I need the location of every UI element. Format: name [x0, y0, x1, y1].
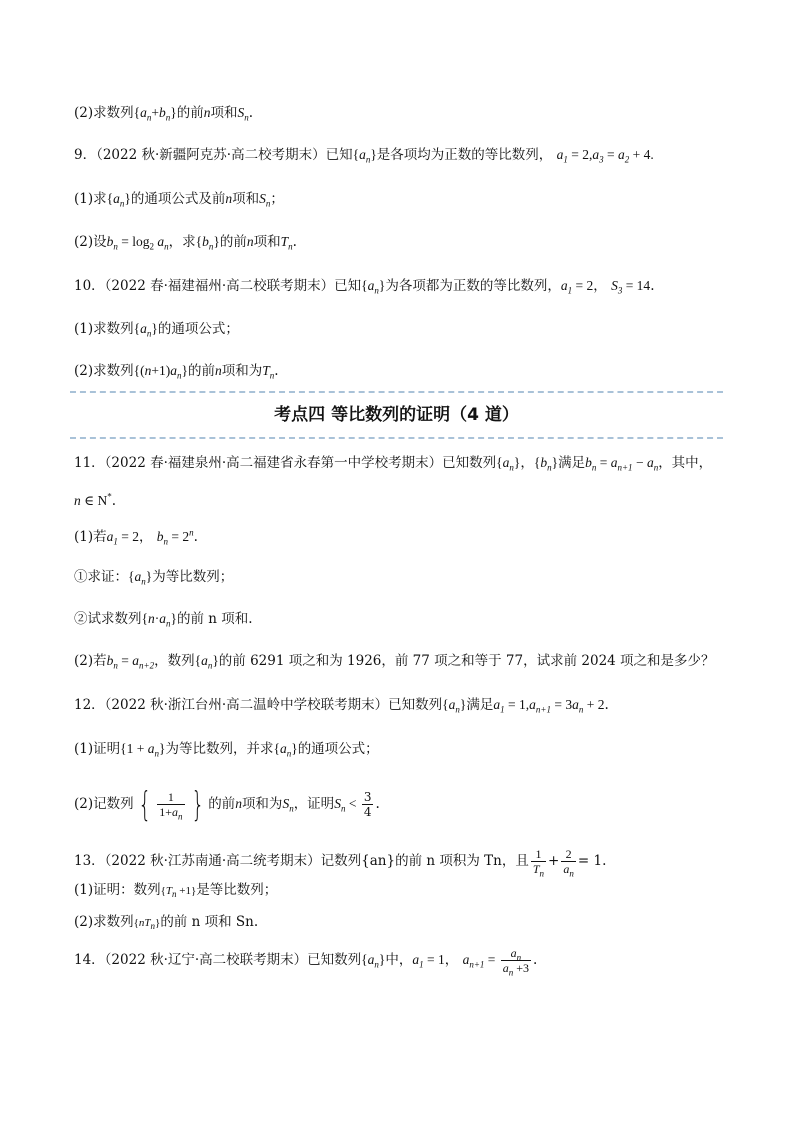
- fraction-1-over-1-plus-an: $\frac{1}{1+a_n}$: [159, 790, 183, 822]
- math-bn-log: $b_n = \log_2 a_n$: [106, 234, 169, 252]
- q12-part1: (1)证明$\{1 + a_n\}$为等比数列，并求$\{a_n\}$的通项公式；: [74, 741, 379, 759]
- q10-head: 10．（2022 春·福建福州·高二校联考期末）已知$\{a_n\}$为各项都为正数的等比数列，$a_1 = 2$， $S_3 = 14$.: [74, 278, 655, 296]
- q11-part1a: ①求证：$\{a_n\}$为等比数列；: [74, 569, 234, 587]
- fraction-an-over-an-plus-3: $\frac{a_n}{a_n +3}$: [502, 946, 530, 978]
- q11-part1: (1)若$a_1 = 2$， $b_n = 2^n$.: [74, 527, 198, 547]
- q9-part2: (2)设$b_n = \log_2 a_n$，求$\{b_n\}$的前n项和$T_n$.: [74, 234, 297, 252]
- section-divider-bottom: [70, 437, 723, 439]
- q12-head: 12．（2022 秋·浙江台州·高二温岭中学校联考期末）已知数列$\{a_n\}$满足$a_1 = 1,a_{n+1} = 3a_n + 2$.: [74, 697, 609, 715]
- q9-head: 9．（2022 秋·新疆阿克苏·高二校考期末）已知$\{a_n\}$是各项均为正数的等比数列， $a_1 = 2,a_3 = a_2 + 4$.: [74, 147, 654, 165]
- math-q9-cond: $a_1 = 2,a_3 = a_2 + 4$.: [556, 147, 654, 165]
- q13-part2: (2)求数列$\{nT_n\}$的前 n 项和 Sn.: [74, 914, 259, 932]
- q11-part2: (2)若$b_n = a_{n+2}$，数列$\{a_n\}$的前 6291 项之和为 1926，前 77 项之和等于 77，试求前 2024 项之和是多少？: [74, 653, 715, 671]
- math-seq-an-plus-bn: $\{a_n+b_n\}$: [133, 105, 177, 123]
- q10-part1: (1)求数列$\{a_n\}$的通项公式；: [74, 321, 239, 339]
- q9-part1: (1)求$\{a_n\}$的通项公式及前n项和$S_n$；: [74, 191, 284, 209]
- q11-head: 11．（2022 春·福建泉州·高二福建省永春第一中学校考期末）已知数列$\{a_n\}$，$\{b_n\}$满足$b_n = a_{n+1} - a_n$，其中，: [74, 455, 713, 473]
- q13-part1: (1)证明：数列$\{T_n +1\}$是等比数列；: [74, 882, 278, 900]
- q11-part1b: ②试求数列$\{n\cdot a_n\}$的前 n 项和.: [74, 611, 253, 629]
- q13-head: 13．（2022 秋·江苏南通·高二统考期末）记数列{an}的前 n 项积为 Tn，且 $\frac{1}{T_n}$ + $\frac{2}{a_n}$ = 1.: [74, 847, 607, 879]
- q14-head: 14．（2022 秋·辽宁·高二校联考期末）已知数列$\{a_n\}$中，$a_1 = 1$， $a_{n+1}$ = $\frac{a_n}{a_n +3}$ .: [74, 946, 538, 978]
- q10-part2: (2)求数列$\{(n+1)a_n\}$的前n项和为$T_n$.: [74, 363, 279, 381]
- q11-head-cont: n ∈ N*.: [74, 491, 117, 509]
- section-title: 考点四 等比数列的证明（4 道）: [274, 405, 519, 425]
- fraction-3-over-4: $\frac{3}{4}$: [363, 790, 372, 819]
- fraction-2-over-an: $\frac{2}{a_n}$: [563, 847, 574, 879]
- section-divider-top: [70, 391, 723, 393]
- q12-part2: (2)记数列 { $\frac{1}{1+a_n}$ } 的前n项和为$S_n$，证明$S_n$ < $\frac{3}{4}$ .: [74, 784, 380, 825]
- q8-part2: (2)求数列$\{a_n+b_n\}$的前n项和$S_n$.: [74, 105, 254, 123]
- fraction-1-over-Tn: $\frac{1}{T_n}$: [532, 847, 545, 879]
